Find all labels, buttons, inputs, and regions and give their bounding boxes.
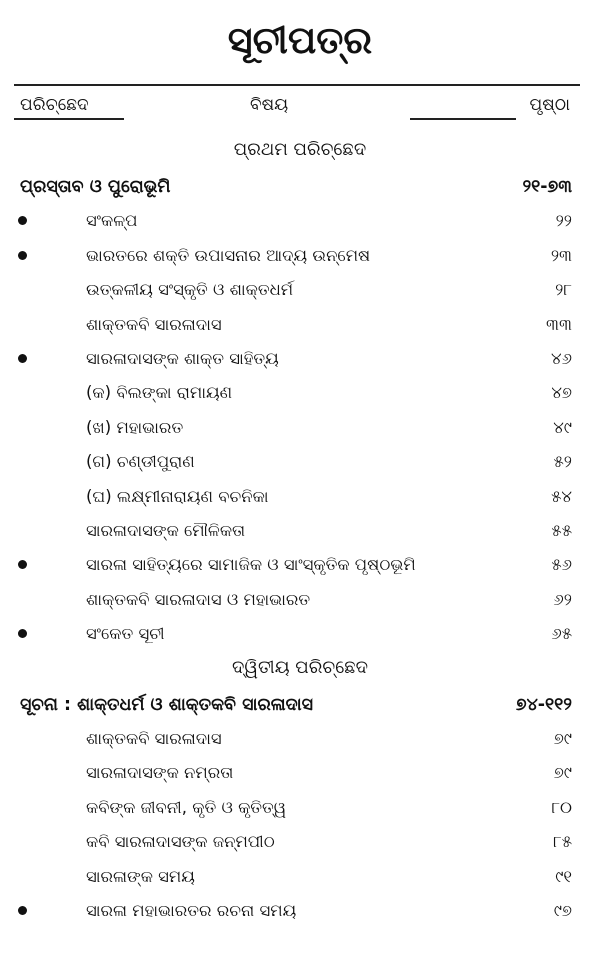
toc-entry	[0, 690, 600, 720]
toc-entry-text: ସାରଳାଦାସଙ୍କ ମୌଳିକତା	[86, 521, 246, 540]
toc-entry	[0, 827, 600, 857]
toc-entry-text: (ଖ) ମହାଭାରତ	[86, 417, 184, 437]
section-heading: ପ୍ରଥମ ପରିଚ୍ଛେଦ	[233, 139, 367, 160]
toc-entry	[0, 447, 600, 477]
bullet-icon	[18, 354, 27, 363]
toc-entry	[0, 378, 600, 408]
toc-entry-page: ୫୬	[551, 555, 572, 575]
header-subject: ବିଷୟ	[250, 95, 289, 115]
toc-entry-text: ସାରଳା ସାହିତ୍ୟରେ ସାମାଜିକ ଓ ସାଂସ୍କୃତିକ ପୃଷ୍ଠଭୂମି	[86, 555, 416, 575]
toc-entry-page: ୨୩	[550, 245, 572, 265]
toc-entry-page: ୭୪-୧୧୨	[515, 694, 572, 715]
toc-entry-text: ପ୍ରସ୍ତାବ ଓ ପୁରୋଭୂମି	[20, 177, 171, 197]
toc-entry-page: ୪୯	[553, 417, 572, 437]
toc-entry	[0, 206, 600, 236]
toc-entry-text: ସାରଳାଙ୍କ ସମୟ	[86, 866, 195, 886]
toc-entry	[0, 758, 600, 788]
toc-entry-text: ସୂଚନା : ଶାକ୍ତଧର୍ମ ଓ ଶାକ୍ତକବି ସାରଳାଦାସ	[20, 694, 314, 715]
toc-entry-text: ସାରଳାଦାସଙ୍କ ଶାକ୍ତ ସାହିତ୍ୟ	[86, 349, 279, 368]
header-chapter: ପରିଚ୍ଛେଦ	[20, 95, 89, 115]
toc-entry-text: (ଘ) ଲକ୍ଷ୍ମୀନାରାୟଣ ବଚନିକା	[86, 486, 269, 506]
toc-entry	[0, 619, 600, 649]
header-rule-bottom-left	[14, 118, 124, 120]
toc-entry	[0, 241, 600, 271]
toc-entry-page: ୮୫	[553, 832, 572, 852]
toc-entry-text: ସଂକେତ ସୂଚୀ	[86, 624, 165, 644]
toc-entry-text: ସାରଳା ମହାଭାରତର ରଚନା ସମୟ	[86, 901, 297, 920]
toc-entry-page: ୬୨	[553, 589, 572, 609]
toc-entry-page: ୪୭	[551, 383, 572, 403]
toc-entry-page: ୮୦	[551, 797, 572, 817]
toc-entry-page: ୬୫	[551, 624, 572, 644]
toc-entry-text: କବି ସାରଳାଦାସଙ୍କ ଜନ୍ମପୀଠ	[86, 832, 275, 852]
toc-entry	[0, 862, 600, 892]
toc-entry-page: ୫୫	[551, 521, 572, 540]
bullet-icon	[18, 629, 27, 638]
toc-entry	[0, 516, 600, 546]
toc-entry-page: ୩୩	[546, 314, 572, 334]
toc-entry	[0, 585, 600, 615]
toc-entry-text: ଶାକ୍ତକବି ସାରଳାଦାସ	[86, 314, 222, 334]
toc-entry-page: ୪୬	[551, 349, 572, 368]
toc-entry-text: ଉତ୍କଳୀୟ ସଂସ୍କୃତି ଓ ଶାକ୍ତଧର୍ମ	[86, 280, 294, 300]
section-heading: ଦ୍ୱିତୀୟ ପରିଚ୍ଛେଦ	[231, 656, 369, 678]
header-rule-left	[14, 84, 580, 86]
toc-entry	[0, 344, 600, 374]
header-page: ପୃଷ୍ଠା	[529, 95, 570, 115]
toc-entry-text: ଶାକ୍ତକବି ସାରଳାଦାସ	[86, 729, 222, 748]
bullet-icon	[18, 251, 27, 260]
toc-entry-page: ୯୧	[555, 866, 572, 886]
toc-entry	[0, 275, 600, 305]
header-rule-bottom-right	[410, 118, 516, 120]
toc-entry-page: ୫୨	[553, 452, 572, 472]
toc-entry-text: (ଗ) ଚଣ୍ଡୀପୁରାଣ	[86, 452, 195, 472]
toc-entry-text: କବିଙ୍କ ଜୀବନୀ, କୃତି ଓ କୃତିତ୍ୱ	[86, 797, 287, 817]
toc-entry-text: (କ) ବିଲଙ୍କା ରାମାୟଣ	[86, 383, 233, 403]
page-title: ସୂଚୀପତ୍ର	[227, 18, 373, 62]
toc-entry	[0, 550, 600, 580]
toc-entry-page: ୭୯	[553, 729, 572, 748]
toc-entry-page: ୫୪	[551, 486, 572, 506]
toc-entry-page: ୨୧-୭୩	[522, 177, 572, 197]
bullet-icon	[18, 560, 27, 569]
bullet-icon	[18, 906, 27, 915]
toc-entry-page: ୨୨	[555, 211, 572, 231]
toc-entry	[0, 724, 600, 754]
toc-entry-text: ଭାରତରେ ଶକ୍ତି ଉପାସନାର ଆଦ୍ୟ ଉନ୍ମେଷ	[86, 245, 371, 265]
toc-entry	[0, 793, 600, 823]
toc-entry-page: ୯୭	[553, 901, 572, 920]
toc-entry	[0, 310, 600, 340]
toc-entry	[0, 896, 600, 926]
toc-entry-text: ଶାକ୍ତକବି ସାରଳାଦାସ ଓ ମହାଭାରତ	[86, 589, 311, 609]
toc-entry	[0, 172, 600, 202]
toc-entry-text: ସଂକଳ୍ପ	[86, 211, 138, 231]
toc-entry-page: ୭୯	[553, 763, 572, 783]
toc-entry-text: ସାରଳାଦାସଙ୍କ ନମ୍ରତା	[86, 763, 234, 783]
toc-entry	[0, 482, 600, 512]
toc-entry	[0, 413, 600, 443]
toc-entry-page: ୨୮	[555, 280, 572, 300]
bullet-icon	[18, 216, 27, 225]
